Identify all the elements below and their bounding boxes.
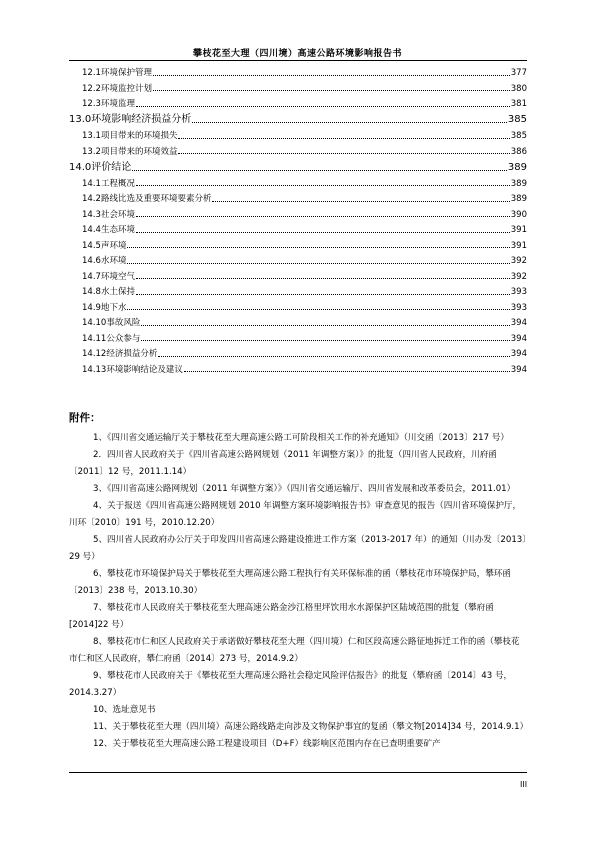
toc-entry[interactable] — [69, 174, 527, 190]
footer-rule — [69, 772, 527, 773]
toc-entry-number: 14.10 — [82, 318, 107, 329]
toc-entry-leader — [158, 356, 509, 357]
toc-entry-label: 环境空气 — [100, 271, 135, 282]
toc-entry-number: 14.3 — [82, 209, 101, 220]
toc-entry-page: 393 — [510, 302, 527, 313]
toc-entry-page: 390 — [510, 209, 527, 220]
toc-entry-leader — [184, 371, 510, 372]
header-rule — [69, 60, 527, 61]
toc-entry-label: 声环境 — [100, 240, 127, 251]
toc-entry-leader — [178, 153, 509, 154]
toc-entry-label: 路线比选及重要环境要素分析 — [100, 194, 212, 205]
toc-entry-page: 380 — [510, 83, 527, 94]
toc-entry-number: 14.11 — [82, 333, 107, 344]
toc-entry[interactable] — [69, 329, 527, 345]
toc-entry-number: 14.1 — [82, 178, 101, 189]
attachment-item: 6、攀枝花市环境保护局关于攀枝花至大理高速公路工程执行有关环保标准的函（攀枝花市环境保护局，攀环函〔2013〕238 号，2013.10.30） — [69, 569, 511, 596]
toc-entry-page: 391 — [510, 225, 527, 236]
toc-entry-label: 生态环境 — [100, 225, 135, 236]
toc-entry[interactable] — [69, 126, 527, 142]
toc-entry-page: 394 — [510, 333, 527, 344]
toc-entry-number: 14.7 — [82, 271, 101, 282]
toc-entry-number: 14.6 — [82, 256, 101, 267]
toc-entry-leader — [178, 138, 509, 139]
attachment-item: 11、关于攀枝花至大理（四川境）高速公路线路走向涉及文物保护事宜的复函（攀文物[2014]34 号，2014.9.1） — [93, 722, 529, 732]
toc-entry[interactable] — [69, 94, 527, 110]
attachment-item: 7、攀枝花市人民政府关于攀枝花至大理高速公路金沙江格里坪饮用水水源保护区陆域范围的批复（攀府函[2014]22 号） — [69, 603, 494, 630]
toc-entry-label: 公众参与 — [106, 333, 141, 344]
toc-entry-page: 394 — [510, 364, 527, 375]
toc-entry-page: 389 — [510, 194, 527, 205]
toc-entry-label: 环境监理 — [100, 99, 135, 110]
toc-entry-page: 389 — [507, 161, 527, 173]
toc-entry-leader — [136, 216, 510, 217]
toc-entry-label: 项目带来的环境效益 — [100, 146, 178, 157]
toc-entry[interactable] — [69, 282, 527, 298]
attachment-item: 4、关于报送《四川省高速公路网规划 2010 年调整方案环境影响报告书》审查意见的报告（四川省环境保护厅，川环〔2010〕191 号，2010.12.20） — [69, 501, 522, 528]
toc-entry-number: 12.3 — [82, 99, 101, 110]
toc-entry-page: 386 — [510, 146, 527, 157]
toc-entry-number: 14.5 — [82, 240, 101, 251]
toc-entry-leader — [136, 294, 510, 295]
toc-entry-leader — [153, 90, 510, 91]
toc-entry-page: 394 — [510, 318, 527, 329]
toc-entry-number: 13.2 — [82, 146, 101, 157]
toc-entry-page: 391 — [510, 240, 527, 251]
toc-entry-leader — [141, 325, 509, 326]
toc-entry-leader — [136, 106, 510, 107]
toc-entry-label: 环境影响结论及建议 — [106, 364, 183, 375]
toc-entry[interactable] — [69, 267, 527, 283]
toc-entry-page: 381 — [510, 99, 527, 110]
attachments-list — [69, 430, 527, 753]
toc-entry-number: 14.0 — [69, 161, 92, 173]
toc-entry-leader — [136, 185, 510, 186]
attachment-item: 5、四川省人民政府办公厅关于印发四川省高速公路建设推进工作方案（2013-2017 年）的通知（川办发〔2013〕29 号） — [69, 535, 527, 562]
attachments-heading: 附件： — [69, 412, 101, 424]
toc-entry-leader — [136, 232, 510, 233]
toc-entry-label: 工程概况 — [100, 178, 135, 189]
toc-entry-page: 394 — [510, 349, 527, 360]
toc-entry-page: 385 — [510, 131, 527, 142]
toc-entry-leader — [127, 263, 509, 264]
toc-entry-number: 14.8 — [82, 287, 101, 298]
toc-entry[interactable] — [69, 110, 527, 127]
toc-entry-number: 13.0 — [69, 114, 92, 125]
attachment-item: 8、攀枝花市仁和区人民政府关于承诺做好攀枝花至大理（四川境）仁和区段高速公路征地拆迁工作的函（攀枝花市仁和区人民政府，攀仁府函〔2014〕273 号，2014.9.2） — [69, 637, 520, 664]
toc-entry-number: 14.9 — [82, 302, 101, 313]
toc-entry-leader — [192, 122, 507, 123]
attachment-item: 2．四川省人民政府关于《四川省高速公路网规划（2011 年调整方案）》的批复（四川省人民政府，川府函〔2011〕12 号，2011.1.14） — [69, 450, 497, 477]
toc-entry-page: 392 — [510, 256, 527, 267]
attachment-item: 1、《四川省交通运输厅关于攀枝花至大理高速公路工可阶段相关工作的补充通知》（川交函〔2013〕217 号） — [93, 433, 509, 443]
toc-entry-page: 389 — [510, 178, 527, 189]
attachment-item: 12、关于攀枝花至大理高速公路工程建设项目（D+F）线影响区范围内存在已查明重要矿产 — [93, 739, 441, 749]
toc-entry-number: 14.4 — [82, 225, 101, 236]
toc-entry-label: 地下水 — [100, 302, 127, 313]
toc-entry[interactable] — [69, 313, 527, 329]
toc-entry-label: 水土保持 — [100, 287, 135, 298]
page-number: III — [520, 780, 528, 789]
toc-entry-label: 水环境 — [100, 256, 127, 267]
toc-entry-label: 事故风险 — [106, 318, 141, 329]
attachment-item: 10、选址意见书 — [93, 705, 156, 715]
toc-entry[interactable] — [69, 298, 527, 314]
toc-entry-leader — [127, 247, 509, 248]
toc-entry[interactable] — [69, 157, 527, 174]
toc-entry-number: 14.13 — [82, 364, 107, 375]
toc-entry-page: 392 — [510, 271, 527, 282]
toc-entry[interactable] — [69, 63, 527, 79]
toc-entry-label: 社会环境 — [100, 209, 135, 220]
toc-entry-page: 385 — [507, 114, 527, 125]
toc-entry-leader — [212, 201, 509, 202]
toc-entry[interactable] — [69, 142, 527, 158]
toc-entry[interactable] — [69, 344, 527, 360]
toc-entry-label: 经济损益分析 — [106, 349, 158, 360]
toc-entry-leader — [132, 170, 507, 171]
toc-entry[interactable] — [69, 220, 527, 236]
toc-entry[interactable] — [69, 189, 527, 205]
toc-entry-number: 14.12 — [82, 349, 107, 360]
toc-entry-leader — [127, 309, 509, 310]
toc-entry-label: 环境影响经济损益分析 — [91, 114, 192, 125]
toc-entry[interactable] — [69, 251, 527, 267]
toc-entry[interactable] — [69, 205, 527, 221]
toc-entry-label: 评价结论 — [91, 161, 132, 173]
toc-entry-number: 13.1 — [82, 131, 101, 142]
toc-entry-page: 377 — [510, 68, 527, 79]
toc-entry-leader — [153, 75, 510, 76]
toc-entry-label: 项目带来的环境损失 — [100, 131, 178, 142]
toc-entry-leader — [136, 278, 510, 279]
table-of-contents — [69, 63, 527, 375]
toc-entry-leader — [141, 340, 509, 341]
document-header-title: 攀枝花至大理（四川境）高速公路环境影响报告书 — [192, 49, 402, 59]
toc-entry-number: 12.1 — [82, 68, 101, 79]
toc-entry-number: 14.2 — [82, 194, 101, 205]
attachment-item: 3、《四川省高速公路网规划（2011 年调整方案）》（四川省交通运输厅、四川省发展和改革委员会，2011.01） — [93, 484, 516, 494]
attachment-item: 9、攀枝花市人民政府关于《攀枝花至大理高速公路社会稳定风险评估报告》的批复（攀府函〔2014〕43 号，2014.3.27） — [69, 671, 513, 698]
toc-entry-page: 393 — [510, 287, 527, 298]
toc-entry-label: 环境保护管理 — [100, 68, 152, 79]
toc-entry[interactable] — [69, 79, 527, 95]
toc-entry-number: 12.2 — [82, 83, 101, 94]
toc-entry[interactable] — [69, 236, 527, 252]
toc-entry[interactable] — [69, 360, 527, 376]
toc-entry-label: 环境监控计划 — [100, 83, 152, 94]
